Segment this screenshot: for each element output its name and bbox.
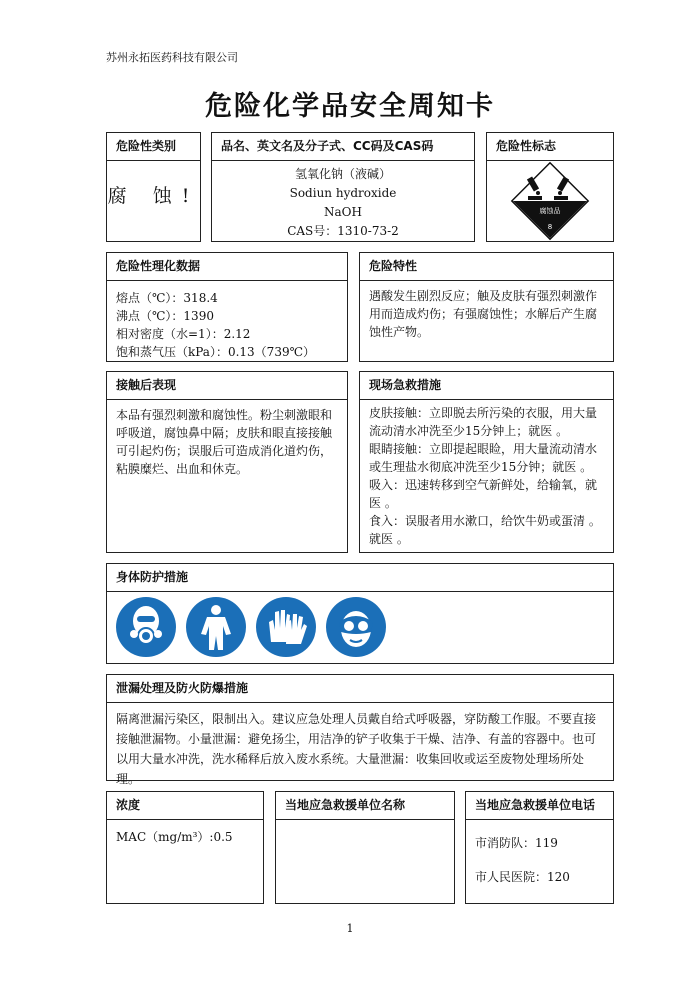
hazard-class-number: 8 xyxy=(547,223,553,231)
hazard-sign-label: 危险性标志 xyxy=(487,133,613,161)
spill-text: 隔离泄漏污染区，限制出入。建议应急处理人员戴自给式呼吸器，穿防酸工作服。不要直接接触泄漏物。小量泄漏：避免扬尘，用洁净的铲子收集于干燥、洁净、有盖的容器中。也可以用大量水冲洗，洗水稀释后放入废水系统。大量泄漏：收集回收或运至废物处理场所处理。 xyxy=(116,712,597,786)
hazard-features-box xyxy=(359,252,614,362)
hospital-phone: 市人民医院：120 xyxy=(475,870,570,884)
first-aid-ingestion: 食入：误服者用水漱口，给饮牛奶或蛋清 。就医 。 xyxy=(369,514,601,546)
hazard-sign-caption: 腐蚀品 xyxy=(539,207,561,215)
first-aid-box xyxy=(359,371,614,553)
first-aid-label: 现场急救措施 xyxy=(360,372,613,400)
safety-goggles-icon xyxy=(325,596,387,658)
concentration-label: 浓度 xyxy=(107,792,263,820)
name-english: Sodiun hydroxide xyxy=(289,186,397,200)
rescue-phone-label: 当地应急救援单位电话 xyxy=(466,792,613,820)
properties-box xyxy=(106,252,348,362)
respirator-icon xyxy=(115,596,177,658)
page-number: 1 xyxy=(346,922,354,935)
concentration-value: MAC（mg/m³）:0.5 xyxy=(116,830,233,844)
spill-label: 泄漏处理及防火防爆措施 xyxy=(107,675,613,703)
hazard-features-text: 遇酸发生剧烈反应；触及皮肤有强烈刺激作用而造成灼伤；有强腐蚀性；水解后产生腐蚀性产物。 xyxy=(369,289,598,339)
exposure-text: 本品有强烈刺激和腐蚀性。粉尘刺激眼和呼吸道，腐蚀鼻中隔；皮肤和眼直接接触可引起灼伤；误服后可造成消化道灼伤，粘膜糜烂、出血和休克。 xyxy=(116,408,333,476)
properties-label: 危险性理化数据 xyxy=(107,253,347,281)
protective-suit-icon xyxy=(185,596,247,658)
hazard-class-label: 危险性类别 xyxy=(107,133,200,161)
names-label: 品名、英文名及分子式、CC码及CAS码 xyxy=(212,133,474,161)
first-aid-eyes: 眼睛接触：立即提起眼睑，用大量流动清水或生理盐水彻底冲洗至少15分钟；就医 。 xyxy=(369,442,598,474)
company-name: 苏州永拓医药科技有限公司 xyxy=(106,51,238,64)
protection-label: 身体防护措施 xyxy=(107,564,613,592)
boiling-point: 沸点（℃）：1390 xyxy=(116,309,214,323)
exposure-box xyxy=(106,371,348,553)
page-title: 危险化学品安全周知卡 xyxy=(205,91,495,122)
fire-brigade-phone: 市消防队：119 xyxy=(475,836,558,850)
rescue-unit-label: 当地应急救援单位名称 xyxy=(276,792,454,820)
cas-number: CAS号：1310-73-2 xyxy=(287,224,399,238)
rescue-unit-box xyxy=(275,791,455,904)
rescue-phone-box xyxy=(465,791,614,904)
concentration-box xyxy=(106,791,264,904)
melting-point: 熔点（℃）：318.4 xyxy=(116,291,218,305)
relative-density: 相对密度（水=1）：2.12 xyxy=(116,327,251,341)
hazard-sign-box xyxy=(486,132,614,242)
first-aid-skin: 皮肤接触：立即脱去所污染的衣服，用大量流动清水冲洗至少15分钟上；就医 。 xyxy=(369,406,598,438)
hazard-class-box xyxy=(106,132,201,242)
spill-box xyxy=(106,674,614,786)
vapor-pressure: 饱和蒸气压（kPa）：0.13（739℃） xyxy=(116,345,316,359)
protection-box xyxy=(106,563,614,664)
name-chinese: 氢氧化钠（液碱） xyxy=(294,167,391,181)
names-box xyxy=(211,132,475,242)
molecular-formula: NaOH xyxy=(324,205,362,219)
hazard-features-label: 危险特性 xyxy=(360,253,613,281)
corrosive-hazard-icon xyxy=(487,161,613,241)
hazard-class-value: 腐 蚀! xyxy=(107,185,200,207)
exposure-label: 接触后表现 xyxy=(107,372,347,400)
protective-gloves-icon xyxy=(255,596,317,658)
first-aid-inhalation: 吸入：迅速转移到空气新鲜处，给输氧，就医 。 xyxy=(369,478,598,510)
